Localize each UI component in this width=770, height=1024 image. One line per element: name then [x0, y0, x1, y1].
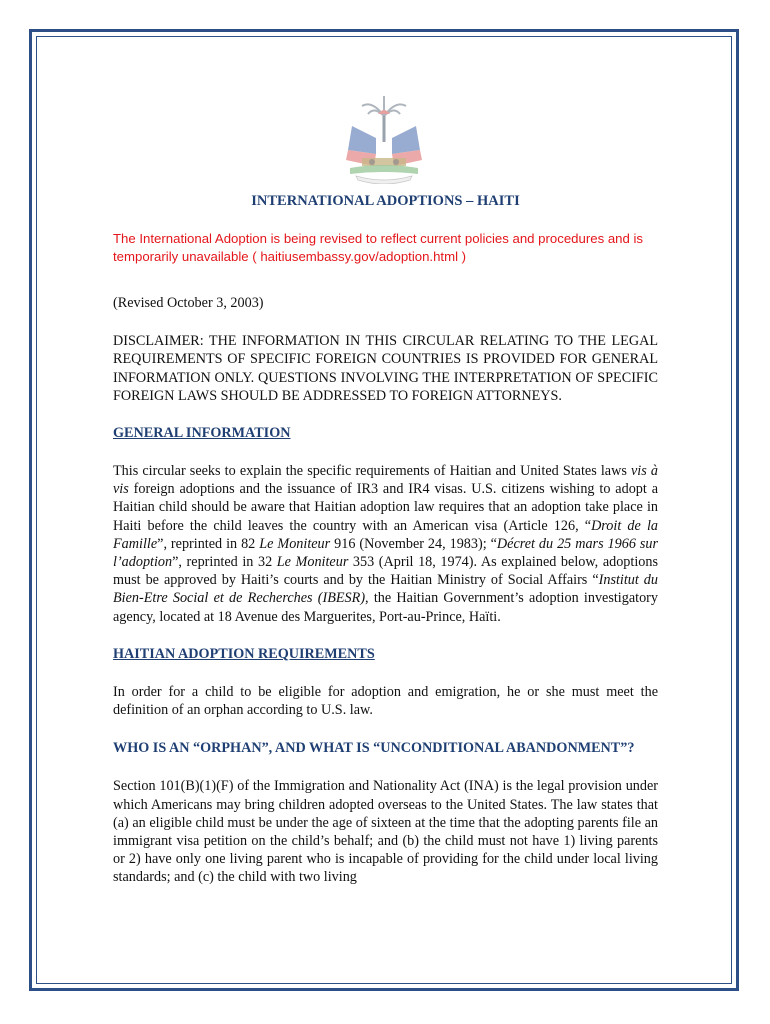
document-body: [113, 193, 658, 887]
coat-of-arms-icon: [332, 92, 436, 184]
general-information-paragraph: This circular seeks to explain the specific requirements of Haitian and United States laws vis à vis foreign adoptions and the issuance of IR3 and IR4 visas. U.S. citizens wishing to adopt a Haitian child should be aware that Haitian adoption law requires that an adoption take place in Haiti before the child leaves the country with an American visa (Article 126, “Droit de la Famille”, reprinted in 82 Le Moniteur 916 (November 24, 1983); “Décret du 25 mars 1966 sur l’adoption”, reprinted in 32 Le Moniteur 353 (April 18, 1974). As explained below, adoptions must be approved by Haiti’s courts and by the Haitian Ministry of Social Affairs “Institut du Bien-Etre Social et de Recherches (IBESR), the Haitian Government’s adoption investigatory agency, located at 18 Avenue des Marguerites, Port-au-Prince, Haïti.: [113, 463, 659, 625]
orphan-definition-paragraph: Section 101(B)(1)(F) of the Immigration and Nationality Act (INA) is the legal provision under which Americans may bring children adopted overseas to the United States. The law states that (a) an eligible child must be under the age of sixteen at the time that the adopting parents file an immigrant visa petition on the child’s behalf; and (b) the child must not have 1) living parents or 2) have only one living parent who is incapable of providing for the child under local living standards; and (c) the child with two living: [113, 778, 658, 886]
revision-notice: The International Adoption is being revised to reflect current policies and procedures and is temporarily unavailable ( haitiusembassy.gov/adoption.html ): [113, 231, 644, 264]
disclaimer-paragraph: DISCLAIMER: THE INFORMATION IN THIS CIRCULAR RELATING TO THE LEGAL REQUIREMENTS OF SPECIFIC FOREIGN COUNTRIES IS PROVIDED FOR GENERAL INFORMATION ONLY. QUESTIONS INVOLVING THE INTERPRETATION OF SPECIFIC FOREIGN LAWS SHOULD BE ADDRESSED TO FOREIGN ATTORNEYS.: [113, 333, 658, 404]
orphan-definition-heading: WHO IS AN “ORPHAN”, AND WHAT IS “UNCONDITIONAL ABANDONMENT”?: [113, 740, 635, 757]
adoption-requirements-heading: HAITIAN ADOPTION REQUIREMENTS: [113, 645, 375, 662]
document-title: INTERNATIONAL ADOPTIONS – HAITI: [251, 193, 520, 209]
general-information-heading: GENERAL INFORMATION: [113, 425, 291, 442]
revision-date: (Revised October 3, 2003): [113, 295, 264, 311]
adoption-requirements-paragraph: In order for a child to be eligible for adoption and emigration, he or she must meet the definition of an orphan according to U.S. law.: [113, 683, 658, 719]
